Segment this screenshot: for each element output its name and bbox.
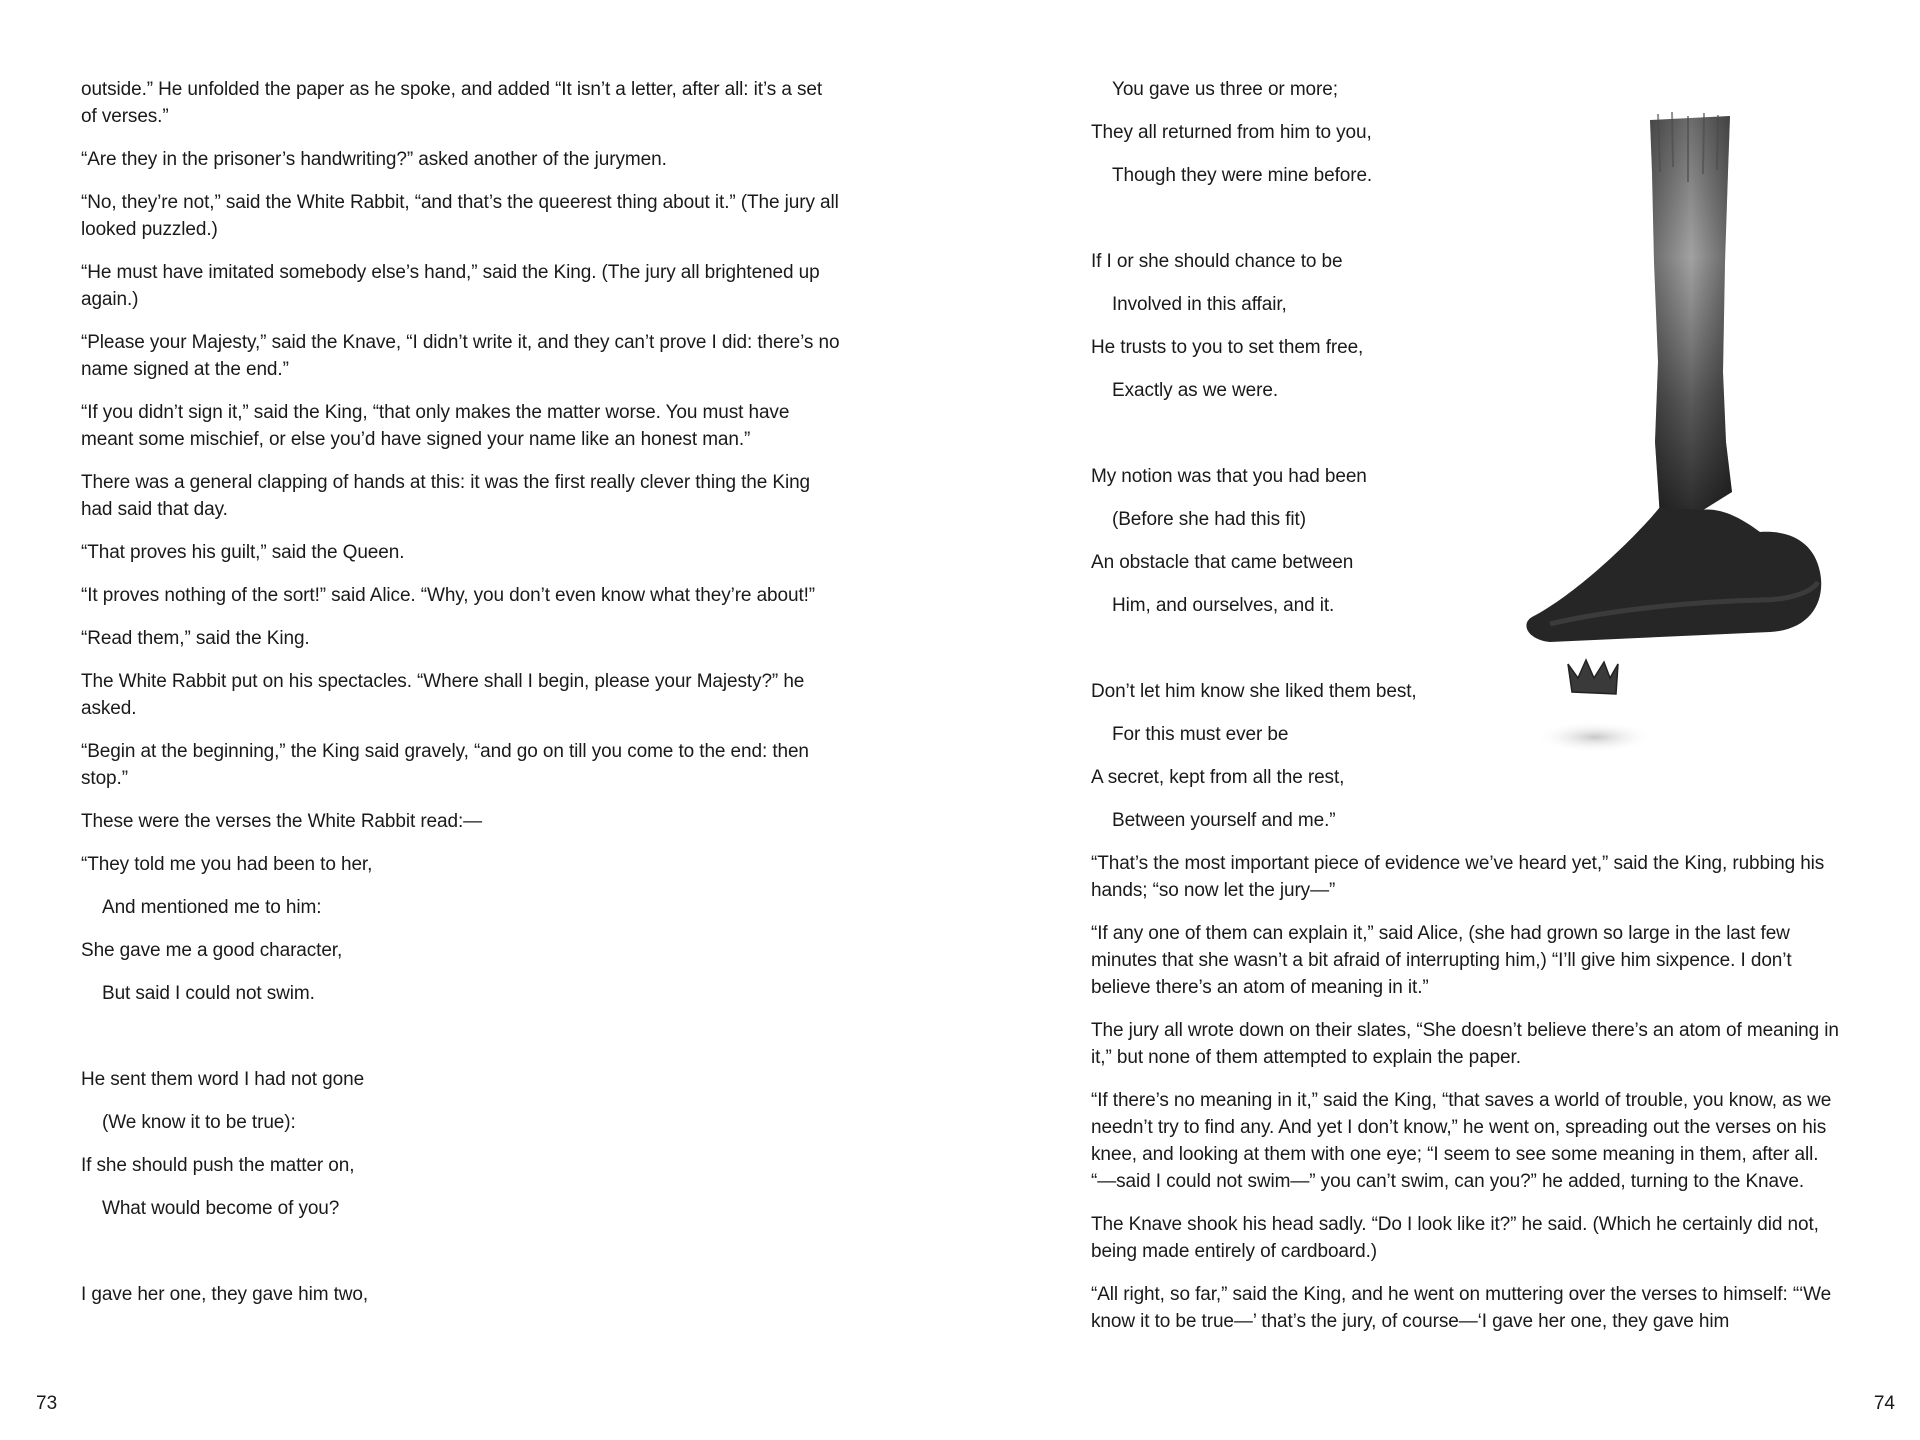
paragraph: “Are they in the prisoner’s handwriting?” asked another of the jurymen.: [81, 149, 667, 170]
verse-line: And mentioned me to him:: [102, 897, 322, 918]
verse-line: You gave us three or more;: [1112, 79, 1338, 100]
paragraph: There was a general clapping of hands at this: it was the first really clever thing the King had said that day.: [81, 472, 811, 520]
verse-line: Though they were mine before.: [1112, 165, 1373, 186]
verse-line: (We know it to be true):: [102, 1112, 296, 1133]
paragraph: The jury all wrote down on their slates, “She doesn’t believe there’s an atom of meaning in it,” but none of them attempted to explain the paper.: [1091, 1020, 1839, 1068]
paragraph: “It proves nothing of the sort!” said Alice. “Why, you don’t even know what they’re about!”: [81, 585, 816, 606]
verse-line: A secret, kept from all the rest,: [1091, 767, 1345, 788]
verse-line: “They told me you had been to her,: [81, 854, 373, 875]
paragraph: “If you didn’t sign it,” said the King, “that only makes the matter worse. You must have meant some mischief, or else you’d have signed your name like an honest man.”: [81, 402, 790, 450]
verse-line: Exactly as we were.: [1112, 380, 1278, 401]
verse-line: He sent them word I had not gone: [81, 1069, 365, 1090]
verse-line: For this must ever be: [1112, 724, 1289, 745]
verse-line: An obstacle that came between: [1091, 552, 1354, 573]
verse-line: She gave me a good character,: [81, 940, 343, 961]
verse-line: They all returned from him to you,: [1091, 122, 1372, 143]
paragraph: “All right, so far,” said the King, and he went on muttering over the verses to himself: “‘We know it to be true—’ that’s the jury, of course—‘I gave her one, they gave him: [1091, 1284, 1832, 1332]
verse-line: Him, and ourselves, and it.: [1112, 595, 1335, 616]
paragraph: “If any one of them can explain it,” said Alice, (she had grown so large in the last few minutes that she wasn’t a bit afraid of interrupting him,) “I’ll give him sixpence. I don’t believe there’s an atom of meaning in it.”: [1091, 923, 1792, 998]
verse-line: If I or she should chance to be: [1091, 251, 1343, 272]
verse-line: He trusts to you to set them free,: [1091, 337, 1364, 358]
paragraph: “That’s the most important piece of evidence we’ve heard yet,” said the King, rubbing his hands; “so now let the jury—”: [1091, 853, 1825, 901]
verse-line: My notion was that you had been: [1091, 466, 1367, 487]
paragraph: “If there’s no meaning in it,” said the King, “that saves a world of trouble, you know, as we needn’t try to find any. And yet I don’t know,” he went on, spreading out the verses on his knee, and looking at them with one eye; “I seem to see some meaning in them, after all. “—said I could not swim—” you can’t swim, can you?” he added, turning to the Knave.: [1091, 1090, 1832, 1192]
verse-line: (Before she had this fit): [1112, 509, 1306, 530]
paragraph: “He must have imitated somebody else’s hand,” said the King. (The jury all brightened up again.): [81, 262, 820, 310]
paragraph: The Knave shook his head sadly. “Do I look like it?” he said. (Which he certainly did not, being made entirely of cardboard.): [1091, 1214, 1819, 1262]
verse-line: If she should push the matter on,: [81, 1155, 355, 1176]
paragraph: outside.” He unfolded the paper as he spoke, and added “It isn’t a letter, after all: it’s a set of verses.”: [81, 79, 823, 127]
foot-and-crown-illustration-icon: [1520, 112, 1838, 762]
verse-line: What would become of you?: [102, 1198, 340, 1219]
paragraph: “Read them,” said the King.: [81, 628, 310, 649]
paragraph: “Begin at the beginning,” the King said gravely, “and go on till you come to the end: then stop.”: [81, 741, 809, 789]
paragraph: The White Rabbit put on his spectacles. “Where shall I begin, please your Majesty?” he asked.: [81, 671, 805, 719]
verse-line: Involved in this affair,: [1112, 294, 1287, 315]
paragraph: “That proves his guilt,” said the Queen.: [81, 542, 405, 563]
paragraph: “No, they’re not,” said the White Rabbit, “and that’s the queerest thing about it.” (The jury all looked puzzled.): [81, 192, 839, 240]
verse-line: Don’t let him know she liked them best,: [1091, 681, 1417, 702]
page-number-left: 73: [36, 1393, 58, 1414]
verse-line: Between yourself and me.”: [1112, 810, 1336, 831]
verse-line: I gave her one, they gave him two,: [81, 1284, 369, 1305]
paragraph: “Please your Majesty,” said the Knave, “I didn’t write it, and they can’t prove I did: there’s no name signed at the end.”: [81, 332, 840, 380]
left-page-text: [81, 76, 841, 1324]
page-number-right: 74: [1873, 1393, 1895, 1414]
verse-line: But said I could not swim.: [102, 983, 315, 1004]
paragraph: These were the verses the White Rabbit read:—: [81, 811, 483, 832]
